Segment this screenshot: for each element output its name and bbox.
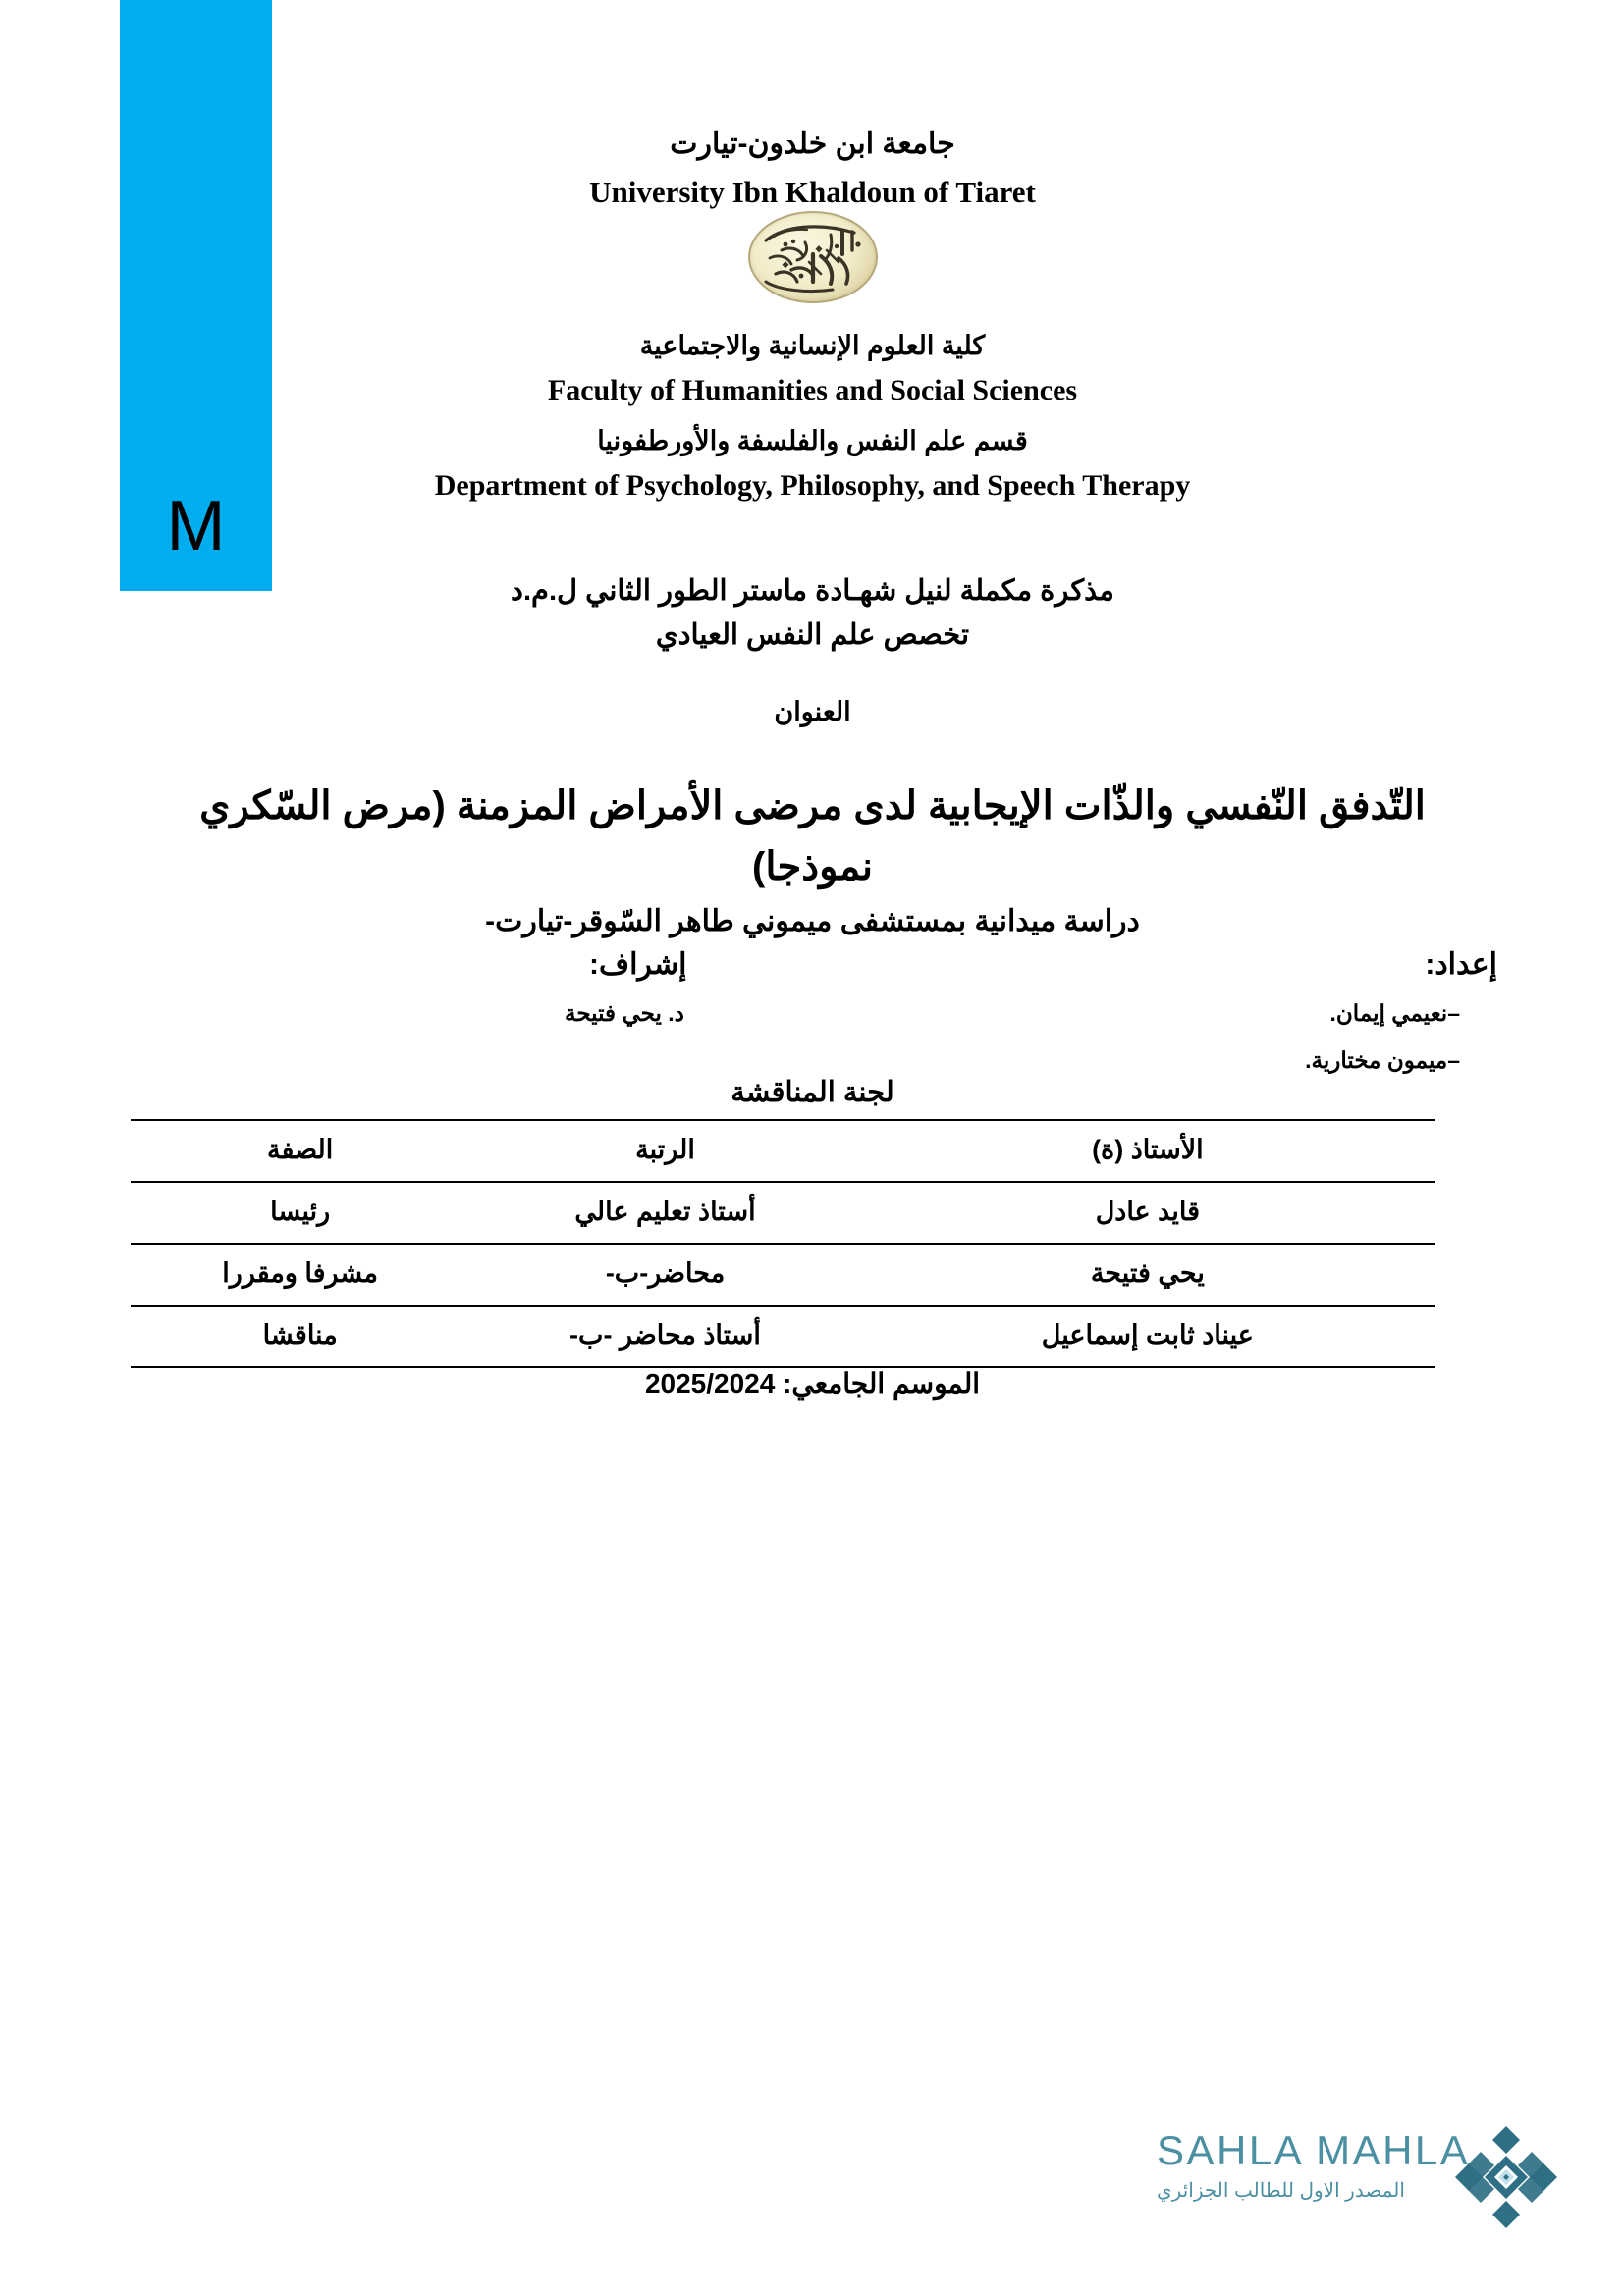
jury-column-rank: الرتبة (469, 1120, 860, 1182)
jury-rank: محاضر-ب- (469, 1244, 860, 1306)
academic-year: الموسم الجامعي: 2025/2024 (644, 1368, 981, 1399)
jury-rank: أستاذ تعليم عالي (469, 1182, 860, 1244)
jury-role: رئيسا (131, 1182, 469, 1244)
jury-professor: قايد عادل (861, 1182, 1435, 1244)
faculty-name-ar: كلية العلوم الإنسانية والاجتماعية (639, 331, 986, 360)
faculty-name-en: Faculty of Humanities and Social Sciences (547, 374, 1078, 407)
page-content (191, 0, 1497, 2296)
institution-header (191, 126, 1434, 212)
credits-heading-row (133, 947, 1497, 992)
thesis-subtitle: دراسة ميدانية بمستشفى ميموني طاهر السّوقر-تيارت- (485, 905, 1140, 937)
jury-role: مشرفا ومقررا (131, 1244, 469, 1306)
title-label: العنوان (774, 697, 851, 726)
jury-heading: لجنة المناقشة (731, 1077, 894, 1108)
author-name-1: –نعيمي إيمان. (1329, 1000, 1460, 1026)
university-seal-logo (748, 211, 878, 303)
watermark-text (1157, 2127, 1471, 2203)
table-row (131, 1306, 1435, 1367)
jury-role: مناقشا (131, 1306, 469, 1367)
degree-line-2: تخصص علم النفس العيادي (655, 618, 970, 651)
department-name-ar: قسم علم النفس والفلسفة والأورطفونيا (597, 425, 1028, 455)
table-row (131, 1182, 1435, 1244)
sahla-mahla-watermark (1157, 2128, 1569, 2246)
jury-table (131, 1119, 1435, 1368)
university-name-ar: جامعة ابن خلدون-تيارت (670, 128, 955, 160)
university-logo-wrap (191, 211, 1434, 308)
supervisor-name: د. يحي فتيحة (565, 1000, 684, 1026)
marker-letter: M (166, 487, 226, 565)
jury-professor: عيناد ثابت إسماعيل (861, 1306, 1435, 1367)
degree-statement (191, 569, 1434, 658)
sahla-mahla-diamond-mark (1451, 2122, 1561, 2232)
credits-first-row (133, 992, 1497, 1043)
watermark-title: SAHLA MAHLA (1157, 2127, 1471, 2173)
watermark-subtitle: المصدر الاول للطالب الجزائري (1157, 2180, 1405, 2202)
jury-column-professor: الأستاذ (ة) (861, 1120, 1435, 1182)
thesis-title: التّدفق النّفسي والذّات الإيجابية لدى مرضى الأمراض المزمنة (مرض السّكري نموذجا) (199, 784, 1426, 888)
prepared-by-label: إعداد: (1425, 948, 1497, 981)
credits-block (133, 947, 1497, 1091)
jury-rank: أستاذ محاضر -ب- (469, 1306, 860, 1367)
faculty-department-block (191, 328, 1434, 507)
degree-line-1: مذكرة مكملة لنيل شهـادة ماستر الطور الثاني ل.م.د (511, 575, 1114, 607)
jury-table-header-row (131, 1120, 1435, 1182)
table-row (131, 1244, 1435, 1306)
university-name-en: University Ibn Khaldoun of Tiaret (589, 174, 1036, 209)
supervised-by-label: إشراف: (589, 948, 687, 981)
jury-column-role: الصفة (131, 1120, 469, 1182)
department-name-en: Department of Psychology, Philosophy, and Speech Therapy (434, 469, 1191, 503)
author-name-2: –ميمون مختارية. (1305, 1047, 1460, 1073)
jury-professor: يحي فتيحة (861, 1244, 1435, 1306)
